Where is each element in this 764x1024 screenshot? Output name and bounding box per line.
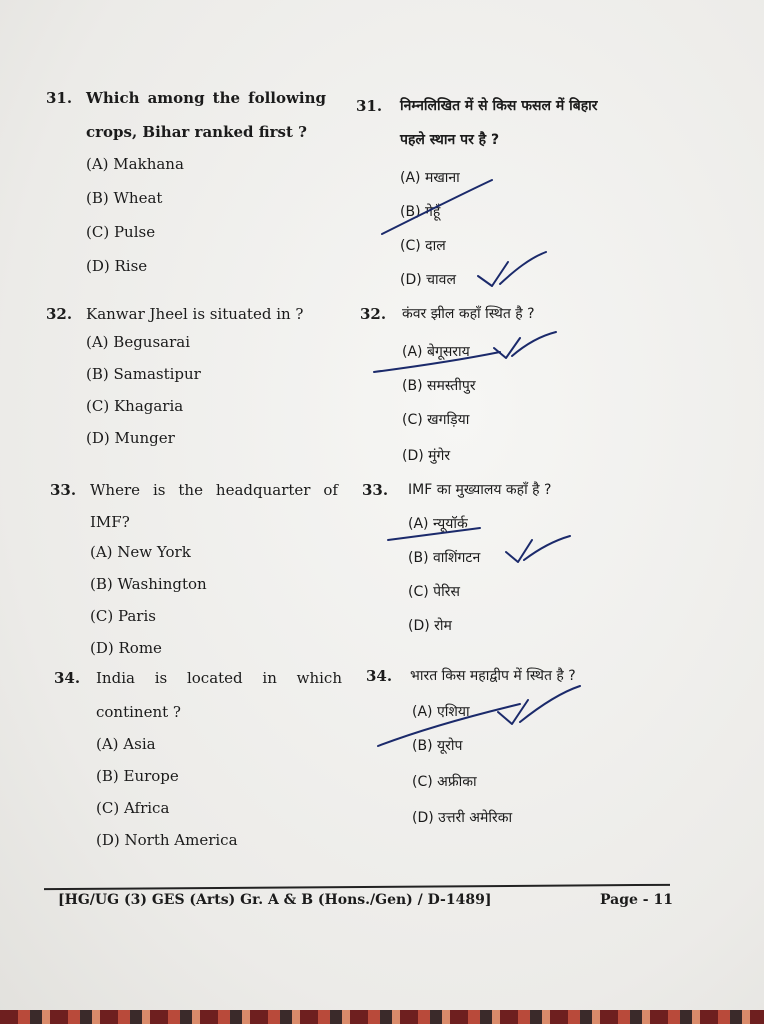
option-d: (D) Rise	[86, 257, 148, 275]
option-d: (D) मुंगेर	[402, 448, 451, 464]
question-31-english	[46, 88, 336, 278]
option-c: (C) Pulse	[86, 223, 156, 241]
option-a: (A) बेगूसराय	[402, 344, 470, 360]
question-text-line2: continent ?	[96, 703, 181, 721]
option-b: (B) Europe	[96, 767, 179, 785]
option-c: (C) दाल	[400, 238, 446, 254]
question-32-hindi	[360, 304, 660, 474]
option-b: (B) गेहूँ	[400, 204, 441, 220]
question-34-english	[54, 668, 344, 858]
question-number: 32.	[46, 305, 73, 323]
option-d: (D) उत्तरी अमेरिका	[412, 810, 513, 826]
option-a: (A) New York	[90, 543, 191, 561]
option-d: (D) चावल	[400, 272, 456, 288]
question-31-hindi	[356, 96, 656, 296]
question-text-line1: India is located in which	[96, 669, 342, 687]
question-text-line2: IMF?	[90, 513, 130, 531]
option-a: (A) मखाना	[400, 170, 460, 186]
question-number: 31.	[356, 97, 383, 115]
option-a: (A) न्यूयॉर्क	[408, 516, 468, 532]
option-c: (C) Africa	[96, 799, 170, 817]
question-number: 33.	[50, 481, 77, 499]
background-fabric-strip	[0, 1010, 764, 1024]
question-text-line2: पहले स्थान पर है ?	[400, 132, 500, 148]
footer-code: [HG/UG (3) GES (Arts) Gr. A & B (Hons./Gen) / D-1489]	[58, 892, 492, 908]
question-number: 32.	[360, 305, 387, 323]
option-c: (C) अफ्रीका	[412, 774, 477, 790]
question-text-line1: Where is the headquarter of	[90, 481, 338, 499]
option-d: (D) Munger	[86, 429, 175, 447]
question-34-hindi	[366, 666, 666, 836]
option-a: (A) Makhana	[86, 155, 184, 173]
footer-rule	[44, 884, 670, 890]
question-number: 34.	[54, 669, 81, 687]
question-33-english	[50, 480, 340, 660]
question-text-line1: Kanwar Jheel is situated in ?	[86, 305, 304, 323]
page-number: Page - 11	[600, 892, 673, 908]
question-text-line1: कंवर झील कहाँ स्थित है ?	[402, 306, 535, 322]
question-text-line2: crops, Bihar ranked first ?	[86, 123, 307, 141]
option-b: (B) यूरोप	[412, 738, 463, 754]
option-a: (A) Asia	[96, 735, 156, 753]
question-33-hindi	[362, 480, 662, 650]
option-b: (B) Washington	[90, 575, 207, 593]
question-text-line1: IMF का मुख्यालय कहाँ है ?	[408, 482, 552, 498]
option-b: (B) समस्तीपुर	[402, 378, 476, 394]
question-number: 33.	[362, 481, 389, 499]
option-c: (C) खगड़िया	[402, 412, 470, 428]
option-b: (B) Wheat	[86, 189, 163, 207]
option-c: (C) Paris	[90, 607, 156, 625]
question-text-line1: भारत किस महाद्वीप में स्थित है ?	[410, 668, 576, 684]
option-a: (A) एशिया	[412, 704, 470, 720]
question-number: 34.	[366, 667, 393, 685]
option-b: (B) वाशिंगटन	[408, 550, 481, 566]
option-c: (C) Khagaria	[86, 397, 184, 415]
question-text-line1: Which among the following	[86, 89, 326, 107]
option-b: (B) Samastipur	[86, 365, 201, 383]
question-text-line1: निम्नलिखित में से किस फसल में बिहार	[400, 98, 598, 114]
option-d: (D) North America	[96, 831, 238, 849]
question-number: 31.	[46, 89, 73, 107]
option-a: (A) Begusarai	[86, 333, 191, 351]
question-32-english	[46, 304, 336, 454]
option-c: (C) पेरिस	[408, 584, 460, 600]
option-d: (D) Rome	[90, 639, 162, 657]
option-d: (D) रोम	[408, 618, 452, 634]
